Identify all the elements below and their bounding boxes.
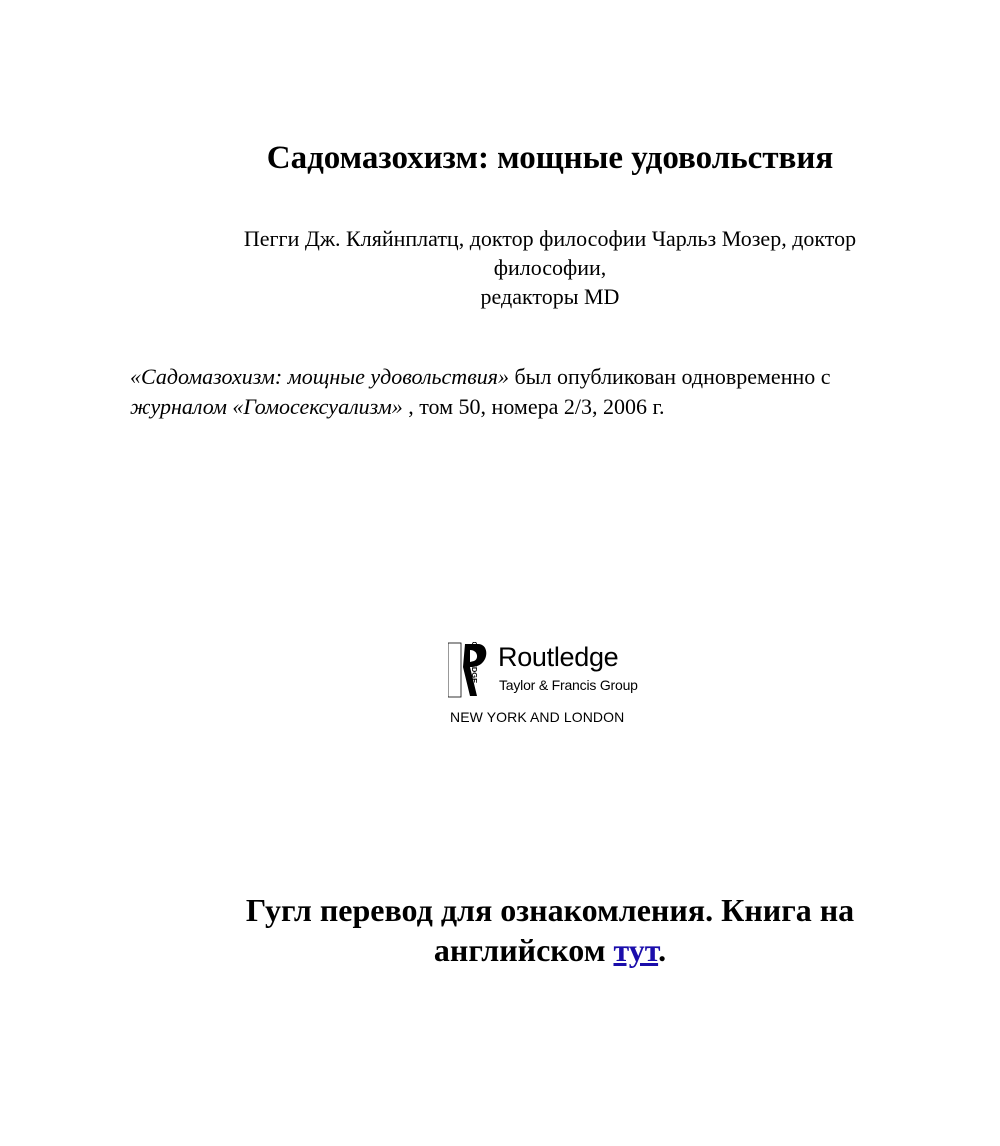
publisher-name: Routledge [498,642,619,672]
authors-block [150,224,950,311]
footer-text: . [658,932,667,968]
publication-text: , том 50, номера 2/3, 2006 г. [402,394,665,419]
publisher-group: Taylor & Francis Group [499,677,638,693]
footer-note [150,890,950,970]
footer-text: Гугл перевод для ознакомления. Книга на [245,892,855,928]
publication-note [130,362,960,422]
journal-italic: журналом «Гомосексуализм» [130,394,403,419]
authors-line: редакторы MD [480,284,620,309]
authors-line: философии, [493,255,607,280]
document-title: Садомазохизм: мощные удовольствия [266,140,834,176]
footer-text: английском [433,932,614,968]
routledge-logo-icon [448,642,492,698]
english-book-link[interactable]: тут [613,932,659,968]
publisher-logo [448,640,658,730]
authors-line: Пегги Дж. Кляйнплатц, доктор философии Чарльз Мозер, доктор [243,226,857,251]
publication-text: был опубликован одновременно с [508,364,831,389]
publisher-cities: NEW YORK AND LONDON [450,709,625,725]
book-title-italic: «Садомазохизм: мощные удовольствия» [130,364,509,389]
